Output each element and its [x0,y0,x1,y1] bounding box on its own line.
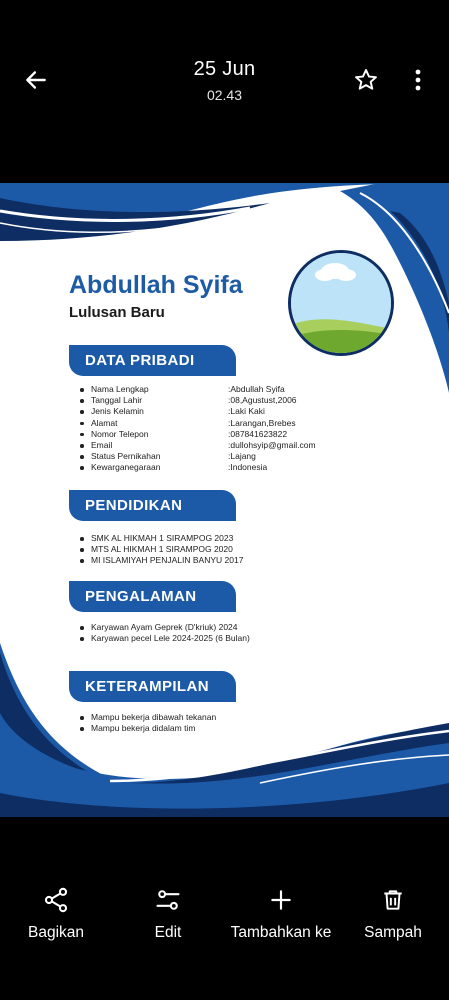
list-item: Email [79,440,160,451]
list-item: Karyawan Ayam Geprek (D'kriuk) 2024 [79,622,250,633]
list-item: :Laki Kaki [228,406,265,417]
list-item: :dullohsyip@gmail.com [228,440,316,451]
list-item: :Lajang [228,451,256,462]
section-keterampilan: KETERAMPILAN [69,671,236,702]
edit-button[interactable] [113,860,223,942]
list-item: SMK AL HIKMAH 1 SIRAMPOG 2023 [79,533,243,544]
skills-list [79,712,216,734]
list-item: Karyawan pecel Lele 2024-2025 (6 Bulan) [79,633,250,644]
list-item: Mampu bekerja dibawah tekanan [79,712,216,723]
list-item: Nomor Telepon [79,429,160,440]
list-item: Jenis Kelamin [79,406,160,417]
list-item: :087841623822 [228,428,288,439]
share-label: Bagikan [27,924,84,941]
experience-list [79,622,250,644]
list-item: :Indonesia [228,462,268,473]
trash-button[interactable] [338,860,448,942]
top-app-bar [0,0,449,130]
list-item: Mampu bekerja didalam tim [79,723,216,734]
profile-photo-placeholder [288,250,394,356]
resume-name: Abdullah Syifa [69,271,243,299]
list-item: Nama Lengkap [79,384,160,395]
list-item: :Larangan,Brebes [228,417,296,428]
plus-icon [226,878,336,922]
edit-label: Edit [154,924,182,941]
trash-label: Sampah [364,924,422,941]
add-to-button[interactable] [226,860,336,942]
add-to-label: Tambahkan ke [230,924,332,941]
bottom-action-bar [0,860,449,1000]
section-data-pribadi: DATA PRIBADI [69,345,236,376]
personal-labels-list [79,384,160,474]
personal-values-list [228,384,316,474]
list-item: MI ISLAMIYAH PENJALIN BANYU 2017 [79,555,243,566]
list-item: :08,Agustust,2006 [228,395,297,406]
share-icon [1,878,111,922]
photo-time: 02.43 [206,87,243,103]
resume-subtitle: Lulusan Baru [69,304,165,321]
education-list [79,533,243,567]
edit-sliders-icon [113,878,223,922]
section-pengalaman: PENGALAMAN [69,581,236,612]
section-pendidikan: PENDIDIKAN [69,490,236,521]
list-item: MTS AL HIKMAH 1 SIRAMPOG 2020 [79,544,243,555]
list-item: Alamat [79,418,160,429]
list-item: Status Pernikahan [79,451,160,462]
trash-icon [338,878,448,922]
share-button[interactable] [1,860,111,942]
star-outline-icon[interactable] [348,62,384,98]
more-vertical-icon[interactable] [404,62,432,98]
list-item: :Abdullah Syifa [228,384,285,394]
photo-date: 25 Jun [193,58,256,80]
resume-image[interactable] [0,183,449,817]
list-item: Kewarganegaraan [79,462,160,473]
list-item: Tanggal Lahir [79,395,160,406]
